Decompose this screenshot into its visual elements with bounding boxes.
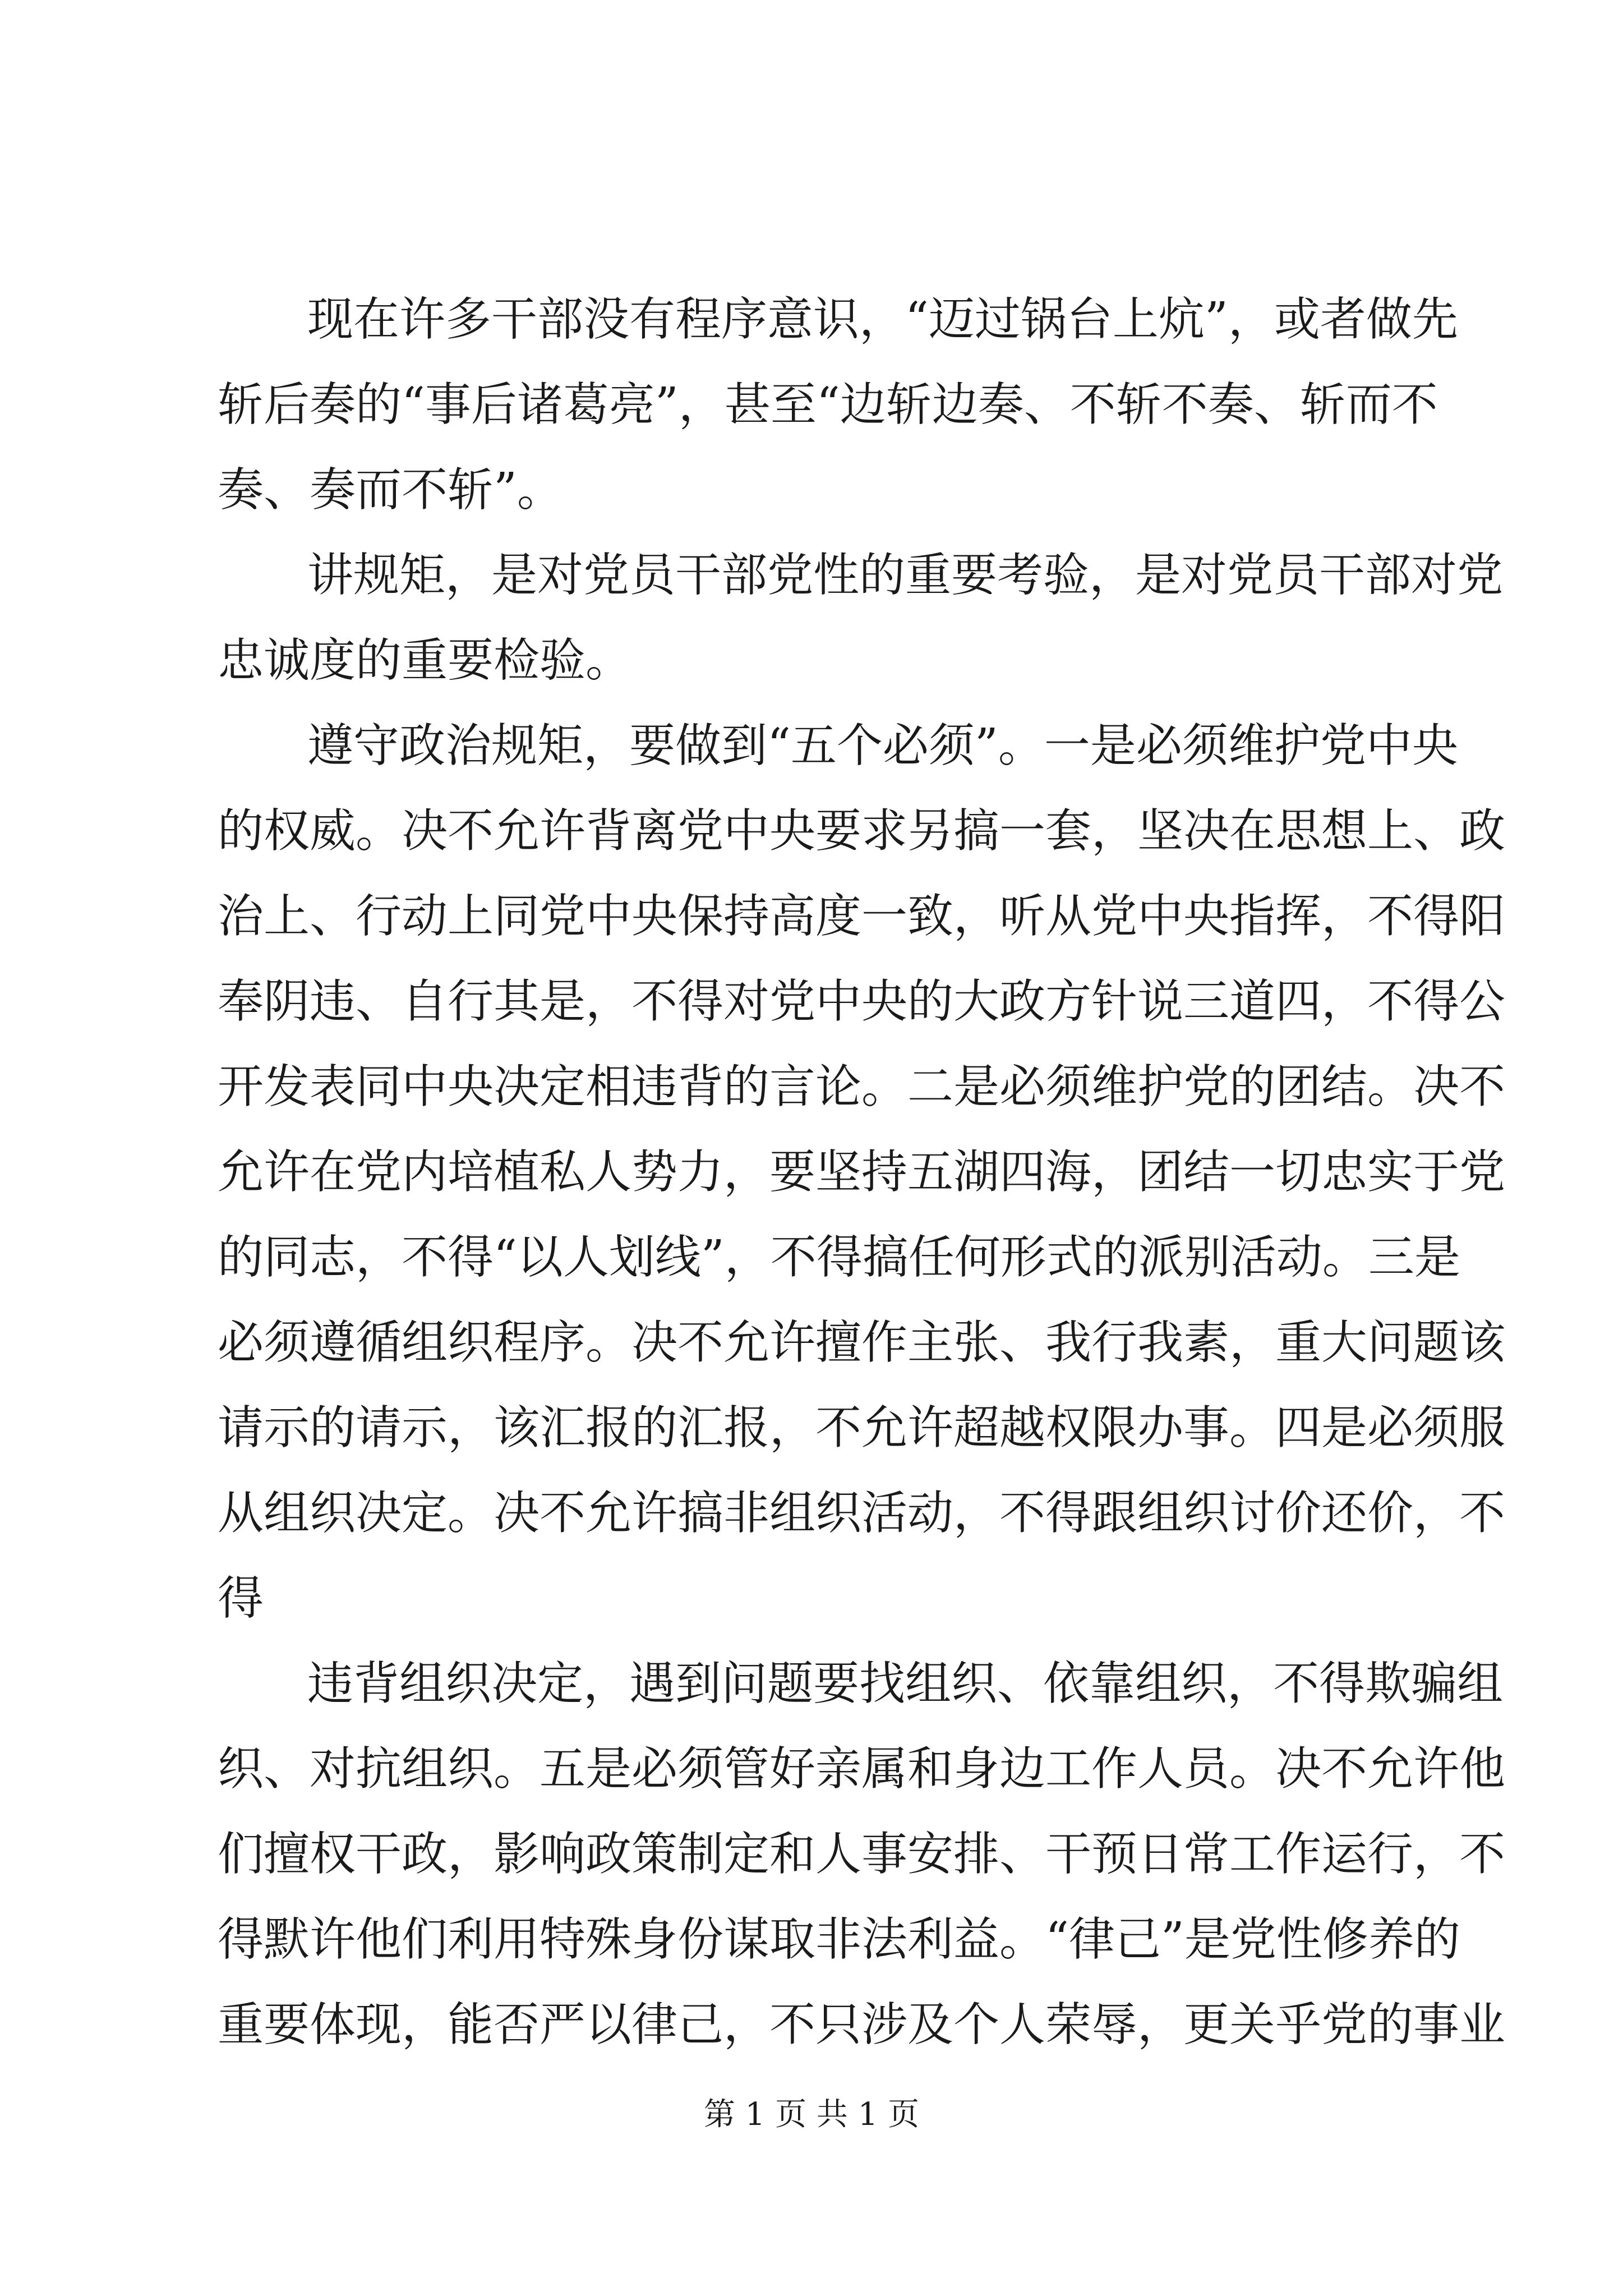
- text-line: 织、对抗组织。五是必须管好亲属和身边工作人员。决不允许他: [218, 1742, 1506, 1796]
- text-line: 开发表同中央决定相违背的言论。二是必须维护党的团结。决不: [218, 1060, 1506, 1114]
- text-line: 得默许他们利用特殊身份谋取非法利益。“律己”是党性修养的: [218, 1913, 1460, 1966]
- text-line: 违背组织决定，遇到问题要找组织、依靠组织，不得欺骗组: [307, 1657, 1504, 1710]
- text-line: 从组织决定。决不允许搞非组织活动，不得跟组织讨价还价，不: [218, 1487, 1506, 1540]
- text-line: 遵守政治规矩，要做到“五个必须”。一是必须维护党中央: [307, 719, 1458, 772]
- text-line: 奉阴违、自行其是，不得对党中央的大政方针说三道四，不得公: [218, 975, 1506, 1028]
- text-line: 允许在党内培植私人势力，要坚持五湖四海，团结一切忠实于党: [218, 1145, 1506, 1199]
- text-line: 的权威。决不允许背离党中央要求另搞一套，坚决在思想上、政: [218, 804, 1506, 858]
- text-line: 治上、行动上同党中央保持高度一致，听从党中央指挥，不得阳: [218, 890, 1506, 943]
- text-line: 得: [218, 1572, 264, 1625]
- text-line: 们擅权干政，影响政策制定和人事安排、干预日常工作运行，不: [218, 1828, 1506, 1881]
- text-line: 奏、奏而不斩”。: [218, 463, 563, 517]
- text-line: 的同志，不得“以人划线”，不得搞任何形式的派别活动。三是: [218, 1231, 1460, 1284]
- text-line: 忠诚度的重要检验。: [218, 634, 632, 687]
- text-line: 重要体现，能否严以律己，不只涉及个人荣辱，更关乎党的事业: [218, 1998, 1506, 2051]
- page-number-footer: 第 1 页 共 1 页: [703, 2096, 920, 2133]
- text-line: 讲规矩，是对党员干部党性的重要考验，是对党员干部对党: [307, 549, 1504, 602]
- text-line: 必须遵循组织程序。决不允许擅作主张、我行我素，重大问题该: [218, 1316, 1506, 1369]
- text-line: 斩后奏的“事后诸葛亮”，甚至“边斩边奏、不斩不奏、斩而不: [218, 378, 1438, 431]
- text-line: 现在许多干部没有程序意识，“迈过锅台上炕”，或者做先: [307, 293, 1458, 346]
- text-line: 请示的请示，该汇报的汇报，不允许超越权限办事。四是必须服: [218, 1401, 1506, 1455]
